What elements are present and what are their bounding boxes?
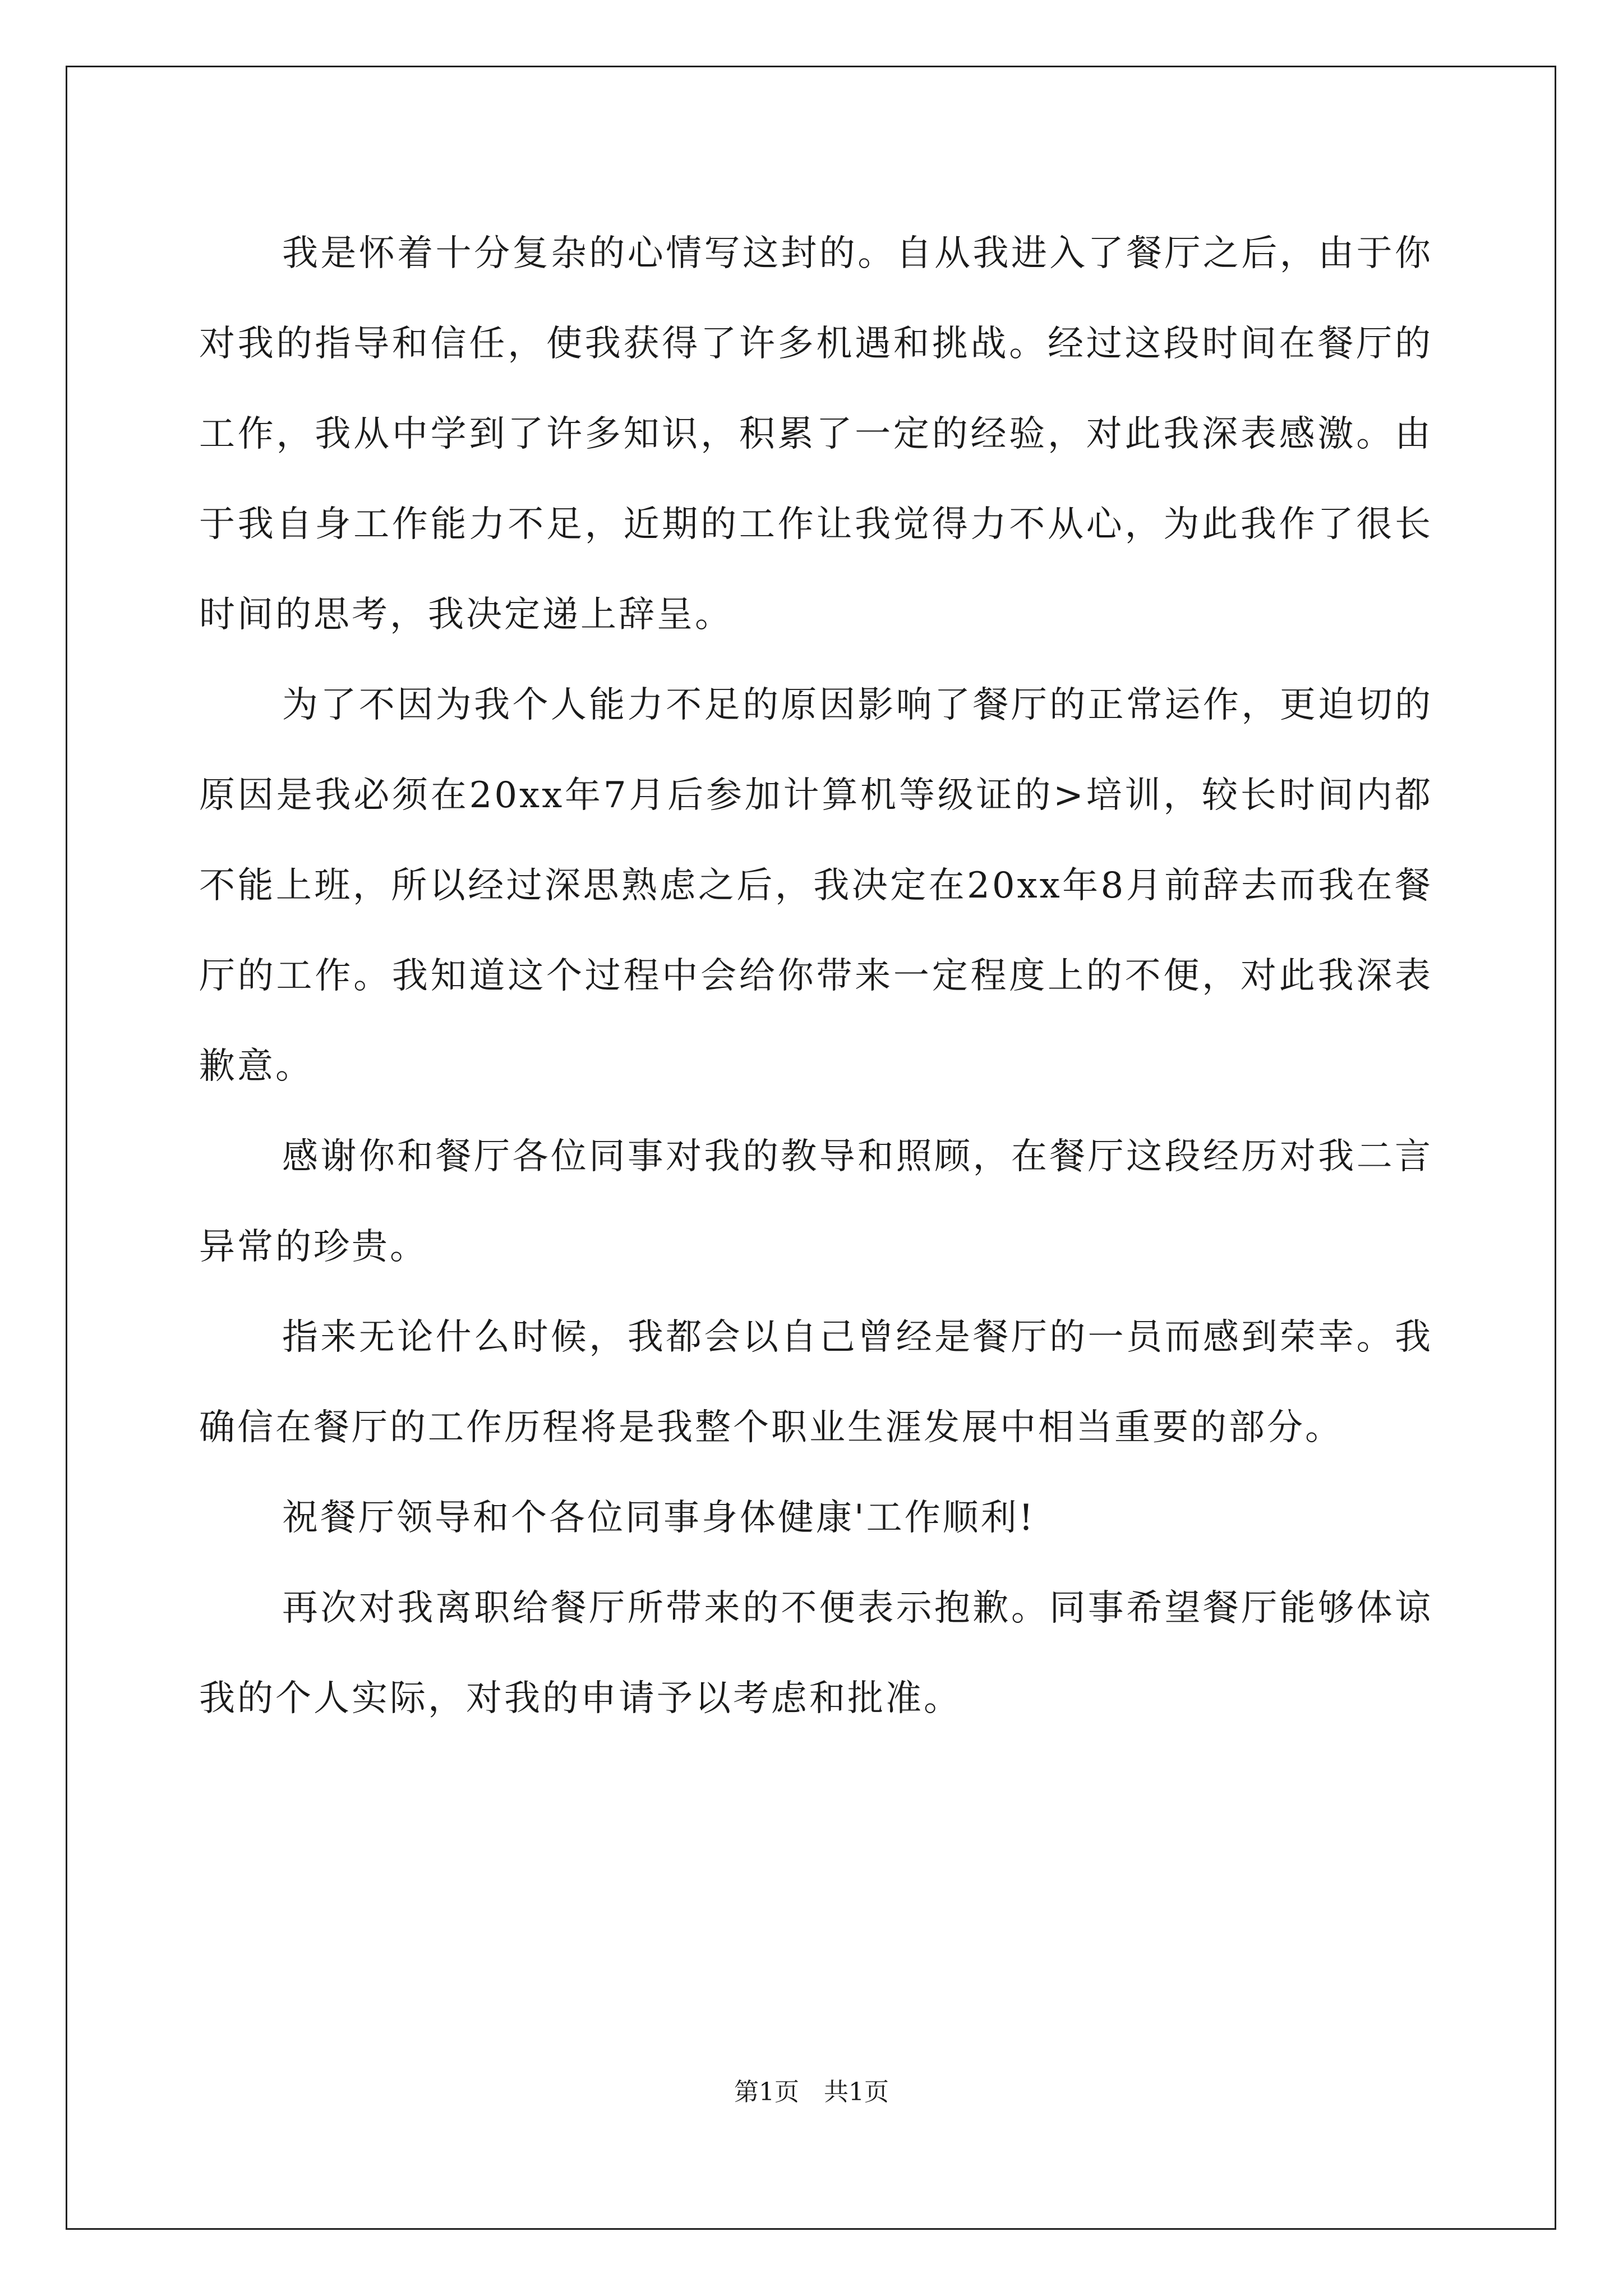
- paragraph-6: 再次对我离职给餐厅所带来的不便表示抱歉。同事希望餐厅能够体谅我的个人实际，对我的申请予以考虑和批准。: [199, 1588, 1433, 1719]
- paragraph-3: 感谢你和餐厅各位同事对我的教导和照顾，在餐厅这段经历对我二言异常的珍贵。: [199, 1136, 1433, 1268]
- page-number-footer: 第1页 共1页: [734, 2078, 889, 2106]
- paragraph-4: 指来无论什么时候，我都会以自己曾经是餐厅的一员而感到荣幸。我确信在餐厅的工作历程将是我整个职业生涯发展中相当重要的部分。: [199, 1317, 1433, 1448]
- paragraph-1: 我是怀着十分复杂的心情写这封的。自从我进入了餐厅之后，由于你对我的指导和信任，使我获得了许多机遇和挑战。经过这段时间在餐厅的工作，我从中学到了许多知识，积累了一定的经验，对此我深表感激。由于我自身工作能力不足，近期的工作让我觉得力不从心，为此我作了很长时间的思考，我决定递上辞呈。: [199, 233, 1433, 636]
- paragraph-2: 为了不因为我个人能力不足的原因影响了餐厅的正常运作，更迫切的原因是我必须在20xx年7月后参加计算机等级证的>培训，较长时间内都不能上班，所以经过深思熟虑之后，我决定在20xx年8月前辞去而我在餐厅的工作。我知道这个过程中会给你带来一定程度上的不便，对此我深表歉意。: [199, 684, 1433, 1087]
- letter-body: [199, 209, 1433, 1744]
- paragraph-5: 祝餐厅领导和个各位同事身体健康'工作顺利!: [282, 1497, 1036, 1539]
